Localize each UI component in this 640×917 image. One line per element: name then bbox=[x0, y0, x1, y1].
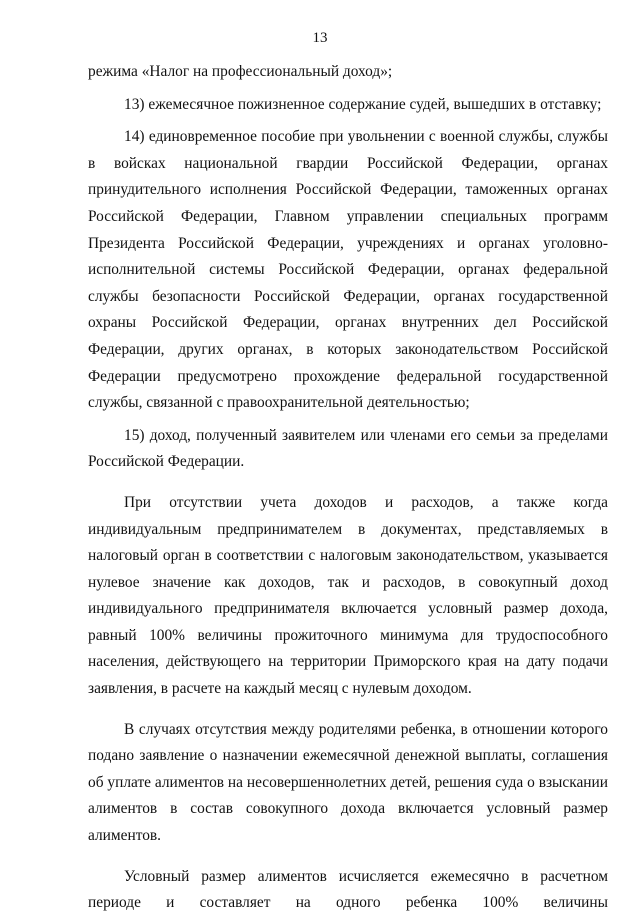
paragraph-item-15: 15) доход, полученный заявителем или членами его семьи за пределами Российской Федерации. bbox=[88, 426, 608, 471]
document-body bbox=[88, 59, 608, 917]
paragraph-item-14: 14) единовременное пособие при увольнении с военной службы, службы в войсках национальной гвардии Российской Федерации, органах принудительного исполнения Российской Федерации, таможенных органах Российской Федерации, Главном управлении специальных программ Президента Российской Федерации, учреждениях и органах уголовно-исполнительной системы Российской Федерации, органах федеральной службы безопасности Российской Федерации, органах государственной охраны Российской Федерации, органах внутренних дел Российской Федерации, других органах, в которых законодательством Российской Федерации предусмотрено прохождение федеральной государственной службы, связанной с правоохранительной деятельностью; bbox=[88, 128, 608, 412]
paragraph-tax-regime-end: режима «Налог на профессиональный доход»; bbox=[88, 63, 393, 80]
paragraph-item-13: 13) ежемесячное пожизненное содержание судей, вышедших в отставку; bbox=[124, 95, 602, 113]
paragraph-alimony-absence: В случаях отсутствия между родителями ребенка, в отношении которого подано заявление о назначении ежемесячной денежной выплаты, соглашения об уплате алиментов на несовершеннолетних детей, решения суда о взыскании алиментов в состав совокупного дохода включается условный размер алиментов. bbox=[88, 720, 608, 845]
paragraph-no-accounting: При отсутствии учета доходов и расходов, а также когда индивидуальным предпринимателем в документах, представляемых в налоговый орган в соответствии с налоговым законодательством, указывается нулевое значение как доходов, так и расходов, в совокупный доход индивидуального предпринимателя включается условный размер дохода, равный 100% величины прожиточного минимума для трудоспособного населения, действующего на территории Приморского края на дату подачи заявления, в расчете на каждый месяц с нулевым доходом. bbox=[88, 493, 608, 698]
page-number: 13 bbox=[312, 30, 328, 46]
paragraph-alimony-size: Условный размер алиментов исчисляется ежемесячно в расчетном периоде и составляет на одного ребенка 100% величины bbox=[88, 867, 608, 912]
